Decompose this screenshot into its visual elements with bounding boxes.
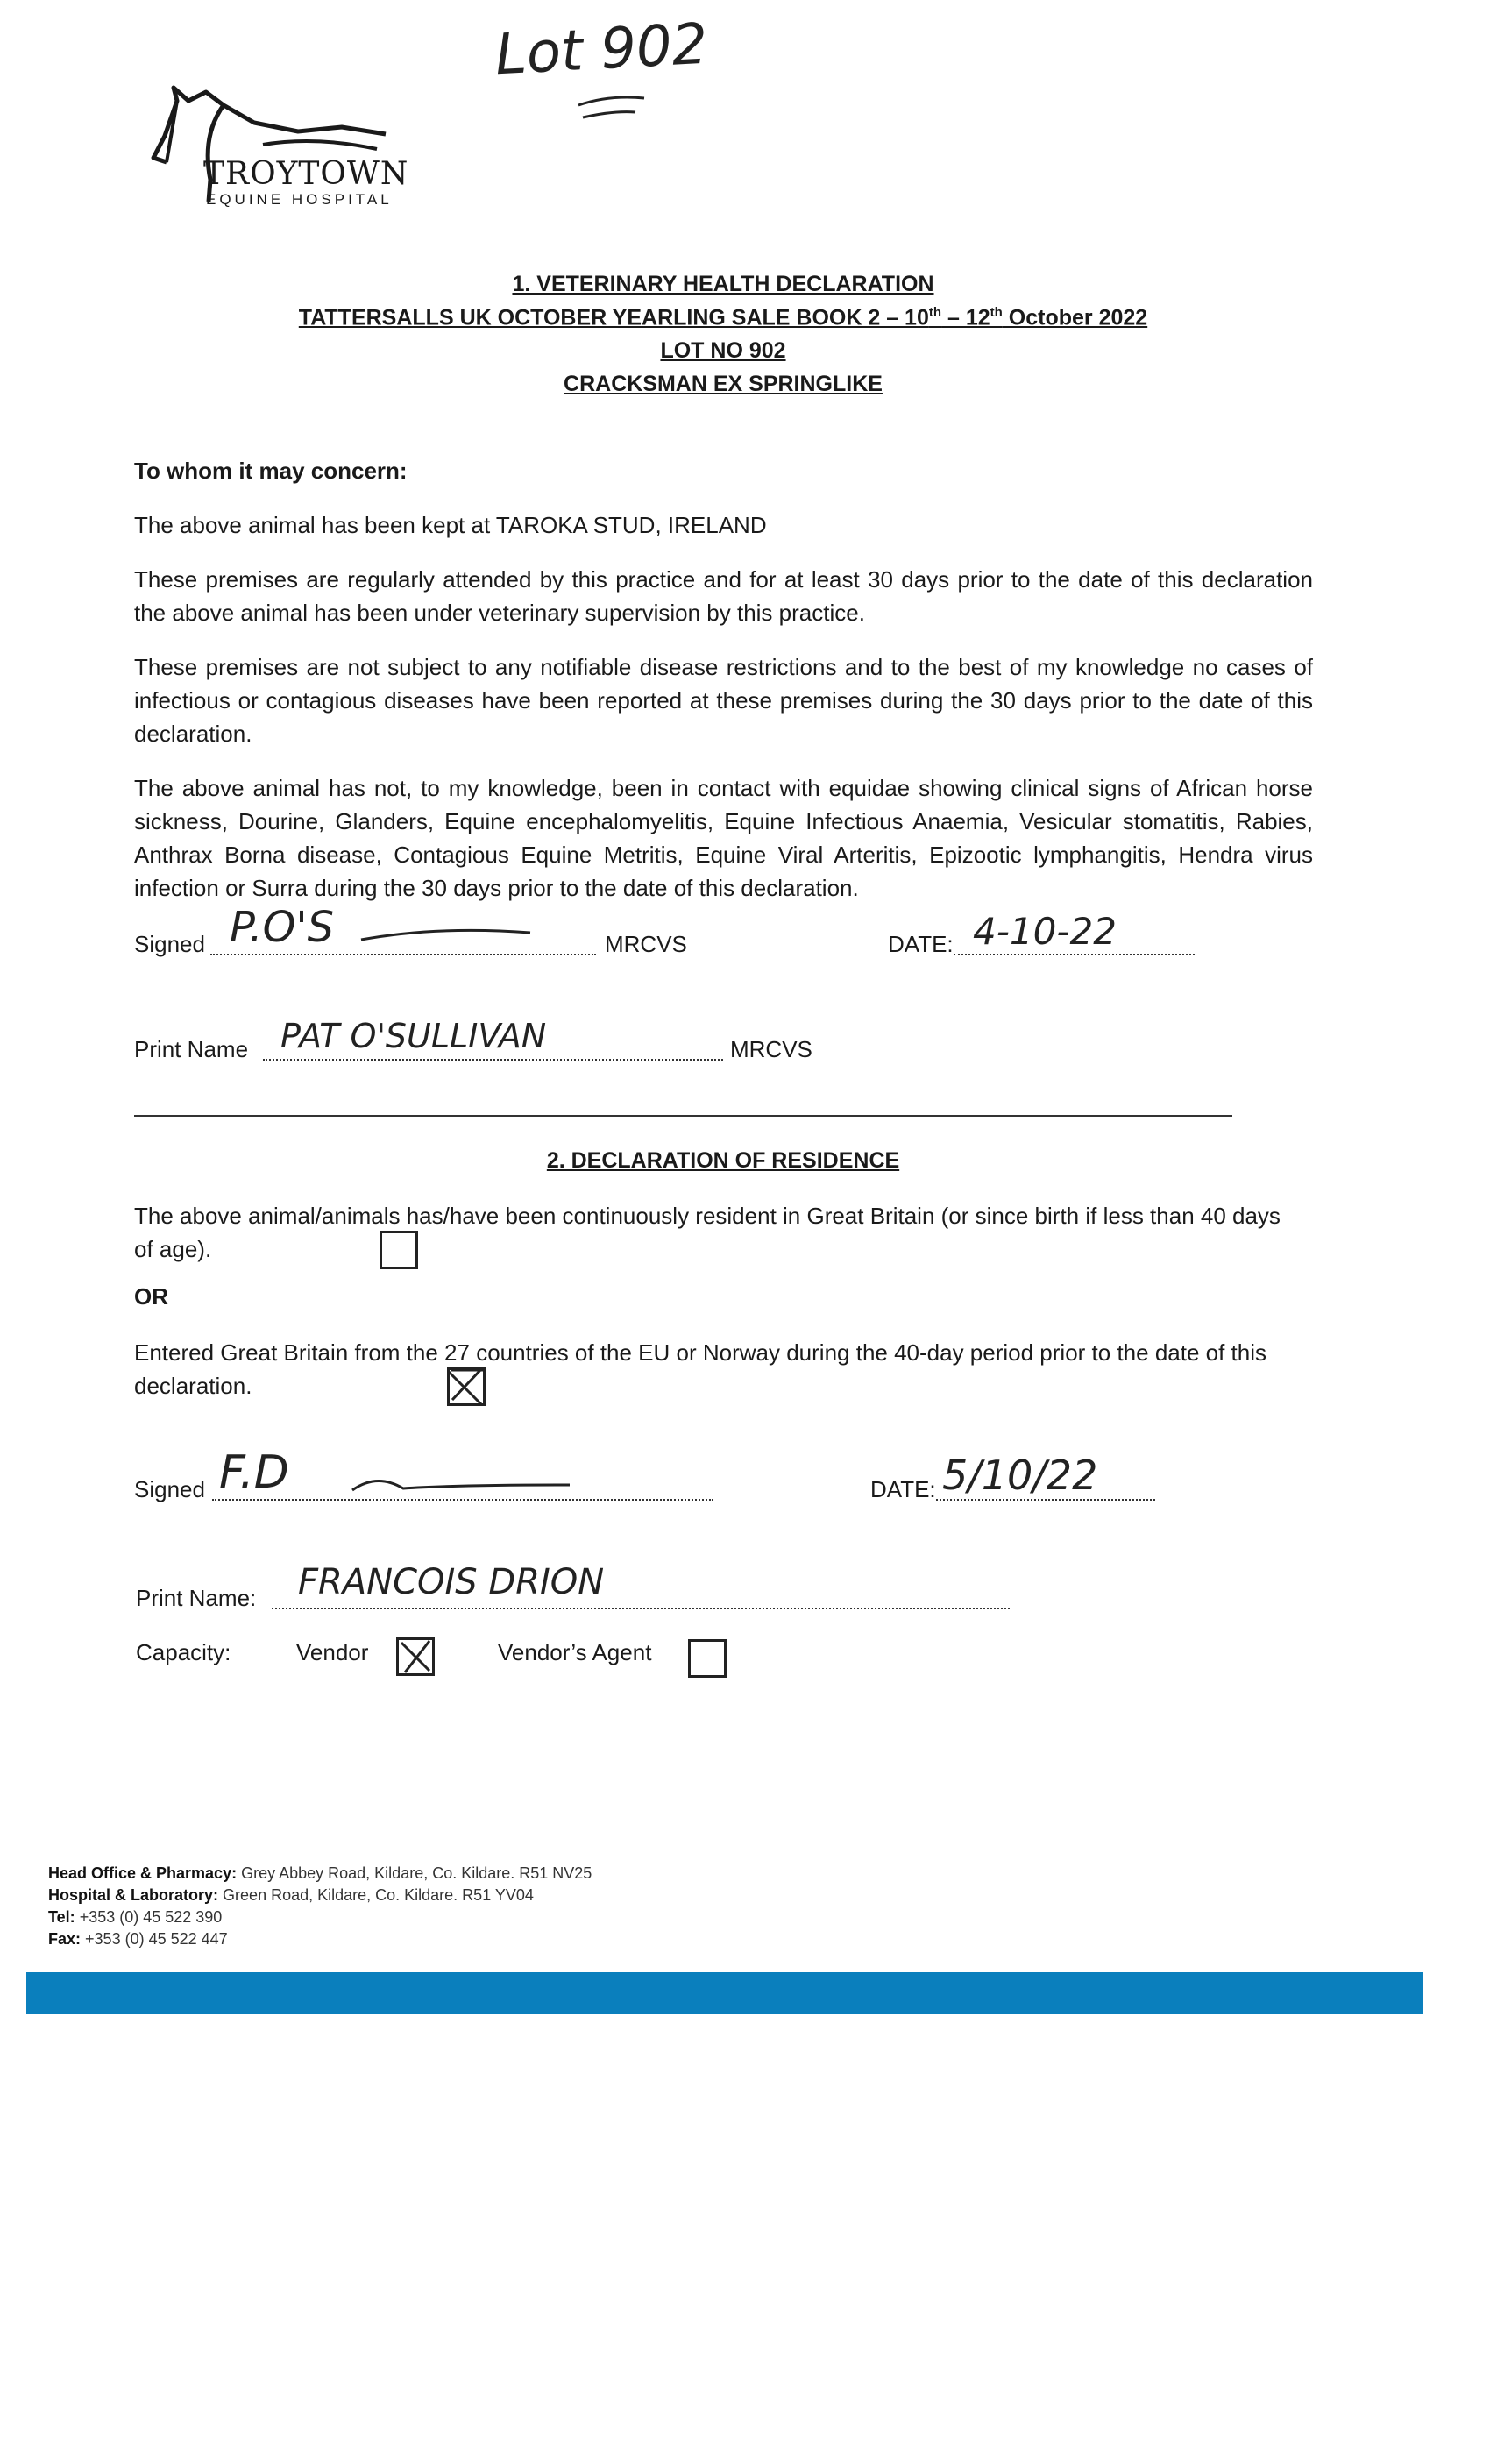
logo-subtitle: EQUINE HOSPITAL	[206, 191, 393, 208]
signature-line-2	[212, 1499, 713, 1501]
vendor-signature-stroke	[351, 1473, 578, 1499]
signature-line-1	[210, 954, 596, 955]
section1-title: 1. VETERINARY HEALTH DECLARATION	[512, 272, 934, 296]
vet-signature-stroke	[359, 920, 535, 947]
footer-fax-value: +353 (0) 45 522 447	[85, 1930, 228, 1948]
footer-hospital-label: Hospital & Laboratory:	[48, 1886, 219, 1904]
footer-tel-value: +353 (0) 45 522 390	[79, 1908, 223, 1926]
paragraph-supervision: These premises are regularly attended by this practice and for at least 30 days prior to the date of this declaration the above animal has been under veterinary supervision by this practice.	[134, 566, 1313, 626]
footer-hospital	[48, 1885, 592, 1907]
footer-head-office	[48, 1863, 592, 1885]
footer-tel	[48, 1907, 592, 1928]
sale-line-post: October 2022	[1002, 305, 1148, 330]
or-label: OR	[134, 1283, 168, 1310]
section-divider	[134, 1115, 1232, 1117]
date-label-1: DATE:	[888, 931, 954, 957]
footer-hospital-value: Green Road, Kildare, Co. Kildare. R51 YV04	[223, 1886, 534, 1904]
signed-label-1: Signed	[134, 931, 205, 957]
sale-line	[0, 305, 1446, 330]
mrcvs-label-1: MRCVS	[605, 931, 687, 957]
logo-name: TROYTOWN	[203, 156, 409, 192]
residence-option1-checkbox[interactable]	[380, 1231, 418, 1269]
check-cross-icon	[447, 1363, 486, 1416]
salutation: To whom it may concern:	[134, 458, 408, 484]
lot-number: LOT NO 902	[660, 338, 786, 363]
date-line-2	[936, 1499, 1155, 1501]
mrcvs-label-2: MRCVS	[730, 1036, 812, 1062]
vendors-agent-checkbox[interactable]	[688, 1639, 727, 1678]
handwritten-underline-mark	[574, 88, 653, 123]
print-name-label-2: Print Name:	[136, 1585, 257, 1611]
sale-line-pre: TATTERSALLS UK OCTOBER YEARLING SALE BOOK 2 – 10	[298, 305, 929, 330]
date-line-1	[954, 954, 1195, 955]
vendor-date-value: 5/10/22	[942, 1452, 1098, 1499]
vet-date-value: 4-10-22	[973, 910, 1117, 953]
footer-tel-label: Tel:	[48, 1908, 75, 1926]
paragraph-premises-kept: The above animal has been kept at TAROKA STUD, IRELAND	[134, 512, 767, 538]
vendor-checkbox[interactable]	[396, 1637, 435, 1676]
footer-address	[48, 1863, 592, 1950]
vendor-signature: F.D	[219, 1446, 289, 1499]
section2-title: 2. DECLARATION OF RESIDENCE	[546, 1148, 900, 1173]
footer-fax	[48, 1928, 592, 1950]
vendor-print-name: FRANCOIS DRION	[298, 1562, 605, 1602]
date-label-2: DATE:	[870, 1476, 936, 1502]
footer-head-office-value: Grey Abbey Road, Kildare, Co. Kildare. R51 NV25	[241, 1864, 592, 1882]
vet-print-name: PAT O'SULLIVAN	[280, 1017, 547, 1055]
residence-option2: Entered Great Britain from the 27 countries of the EU or Norway during the 40-day period prior to the date of this declaration.	[134, 1339, 1267, 1399]
footer-head-office-label: Head Office & Pharmacy:	[48, 1864, 238, 1882]
print-name-line-1	[263, 1059, 723, 1061]
vet-signature: P.O'S	[230, 903, 335, 952]
sale-line-sup1: th	[928, 305, 942, 320]
capacity-label: Capacity:	[136, 1639, 231, 1665]
residence-option2-checkbox[interactable]	[447, 1367, 486, 1406]
check-cross-icon	[396, 1637, 435, 1676]
print-name-line-2	[272, 1608, 1010, 1609]
print-name-label-1: Print Name	[134, 1036, 249, 1062]
sale-line-mid: – 12	[941, 305, 990, 330]
signed-label-2: Signed	[134, 1476, 205, 1502]
paragraph-no-contact: The above animal has not, to my knowledge, been in contact with equidae showing clinical signs of African horse sickness, Dourine, Glanders, Equine encephalomyelitis, Equine Infectious Anaemia, Vesicular stomatitis, Rabies, Anthrax Borna disease, Contagious Equine Metritis, Equine Viral Arteritis, Epizootic lymphangitis, Hendra virus infection or Surra during the 30 days prior to the date of this declaration.	[134, 775, 1313, 901]
vendor-label: Vendor	[296, 1639, 369, 1665]
residence-option1: The above animal/animals has/have been continuously resident in Great Britain (or since birth if less than 40 days of age).	[134, 1203, 1281, 1262]
paragraph-no-restrictions: These premises are not subject to any notifiable disease restrictions and to the best of my knowledge no cases of infectious or contagious diseases have been reported at these premises during the 30 days prior to the date of this declaration.	[134, 654, 1313, 747]
footer-fax-label: Fax:	[48, 1930, 82, 1948]
footer-bar	[26, 1972, 1423, 2014]
vendors-agent-label: Vendor’s Agent	[498, 1639, 652, 1665]
handwritten-lot-annotation: Lot 902	[493, 11, 710, 89]
sale-line-sup2: th	[990, 305, 1003, 320]
horse-name: CRACKSMAN EX SPRINGLIKE	[564, 372, 883, 396]
